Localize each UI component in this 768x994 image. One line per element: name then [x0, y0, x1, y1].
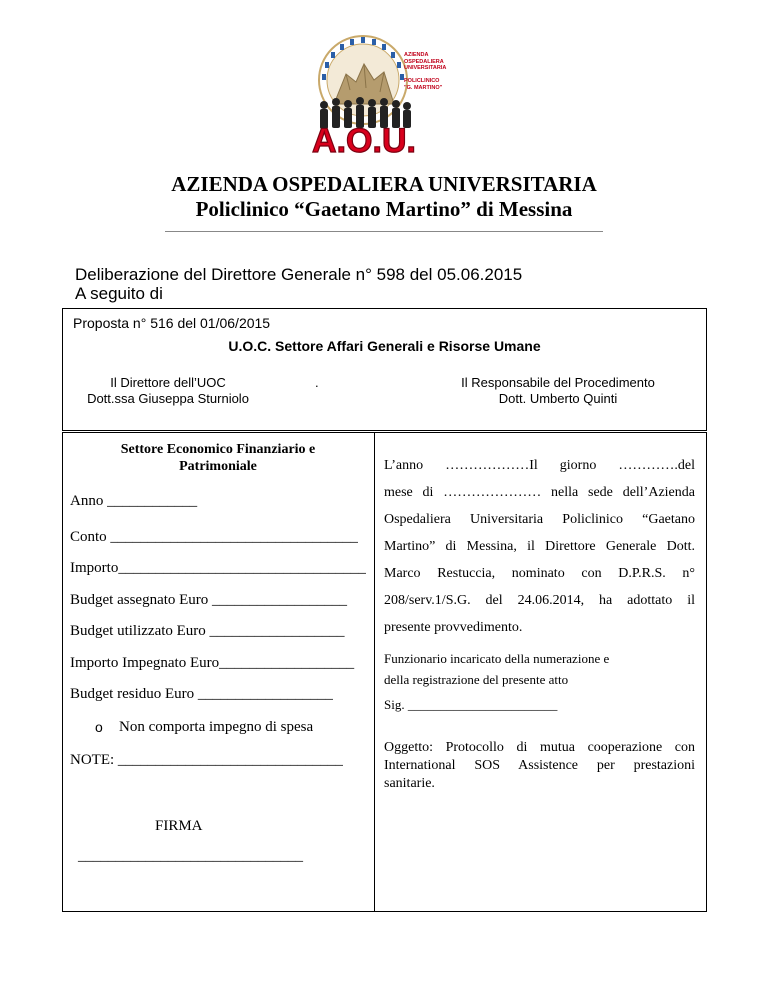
header-divider — [165, 231, 603, 232]
finance-heading-line2: Patrimoniale — [179, 459, 257, 474]
proposal-title: Proposta n° 516 del 01/06/2015 — [73, 315, 271, 331]
paragraph-line: L’anno ………………Il giorno ………….del — [384, 458, 695, 473]
hospital-logo — [300, 30, 470, 155]
director-role: Il Direttore dell’UOC — [110, 375, 226, 390]
paragraph-line: 208/serv.1/S.G. del 24.06.2014, ha adottato il — [384, 593, 695, 608]
signature-label: FIRMA — [155, 818, 203, 834]
unit-name: U.O.C. Settore Affari Generali e Risorse Umane — [228, 338, 541, 354]
proposal-box — [62, 308, 707, 431]
field-anno: Anno ____________ — [70, 493, 198, 509]
deliberation-line: Deliberazione del Direttore Generale n° 598 del 05.06.2015 — [75, 265, 523, 284]
field-importo: Importo_________________________________ — [70, 560, 366, 576]
official-line-1: Funzionario incaricato della numerazione e — [384, 651, 610, 666]
field-budget-assegnato: Budget assegnato Euro __________________ — [70, 592, 348, 608]
logo-banner-text — [312, 122, 416, 155]
director-name: Dott.ssa Giuseppa Sturniolo — [87, 391, 249, 406]
official-line-2: della registrazione del presente atto — [384, 672, 569, 687]
field-budget-utilizzato: Budget utilizzato Euro __________________ — [70, 623, 345, 639]
institution-subtitle: Policlinico “Gaetano Martino” di Messina — [195, 197, 573, 221]
finance-heading — [62, 441, 374, 475]
notes-field: NOTE: ______________________________ — [70, 752, 343, 768]
subject-line: International SOS Assistence per prestazioni — [384, 758, 695, 773]
paragraph-line: Ospedaliera Universitaria Policlinico “Gaetano — [384, 512, 695, 527]
no-expense-label: Non comporta impegno di spesa — [119, 719, 314, 735]
finance-heading-line1: Settore Economico Finanziario e — [120, 442, 316, 457]
subject-line: sanitarie. — [384, 776, 435, 791]
adoption-paragraph — [384, 458, 695, 647]
paragraph-line: mese di ………………… nella sede dell’Azienda — [384, 485, 695, 500]
subject — [384, 739, 695, 793]
field-importo-impegnato: Importo Impegnato Euro__________________ — [70, 655, 355, 671]
field-conto: Conto _________________________________ — [70, 529, 358, 545]
institution-title: AZIENDA OSPEDALIERA UNIVERSITARIA — [171, 172, 597, 196]
logo-graphic — [300, 30, 470, 155]
svg-text:A.O.U.: A.O.U. — [312, 122, 416, 155]
subject-line: Oggetto: Protocollo di mutua cooperazione con — [384, 740, 695, 755]
column-divider — [374, 432, 375, 912]
signature-line: ______________________________ — [78, 848, 303, 864]
responsible-name: Dott. Umberto Quinti — [498, 391, 618, 406]
checkbox-bullet[interactable]: o — [95, 719, 103, 735]
responsible-role: Il Responsabile del Procedimento — [461, 375, 655, 390]
following-line: A seguito di — [75, 284, 163, 303]
field-budget-residuo: Budget residuo Euro __________________ — [70, 686, 333, 702]
middle-mark: . — [315, 375, 319, 390]
sig-field: Sig. _______________________ — [384, 697, 558, 712]
paragraph-line: Marco Restuccia, nominato con D.P.R.S. n° — [384, 566, 695, 581]
paragraph-line: presente provvedimento. — [384, 620, 523, 635]
logo-side-text: AZIENDA OSPEDALIERA UNIVERSITARIA POLICLINICO "G. MARTINO" — [404, 52, 447, 91]
paragraph-line: Martino” di Messina, il Direttore Generale Dott. — [384, 539, 695, 554]
